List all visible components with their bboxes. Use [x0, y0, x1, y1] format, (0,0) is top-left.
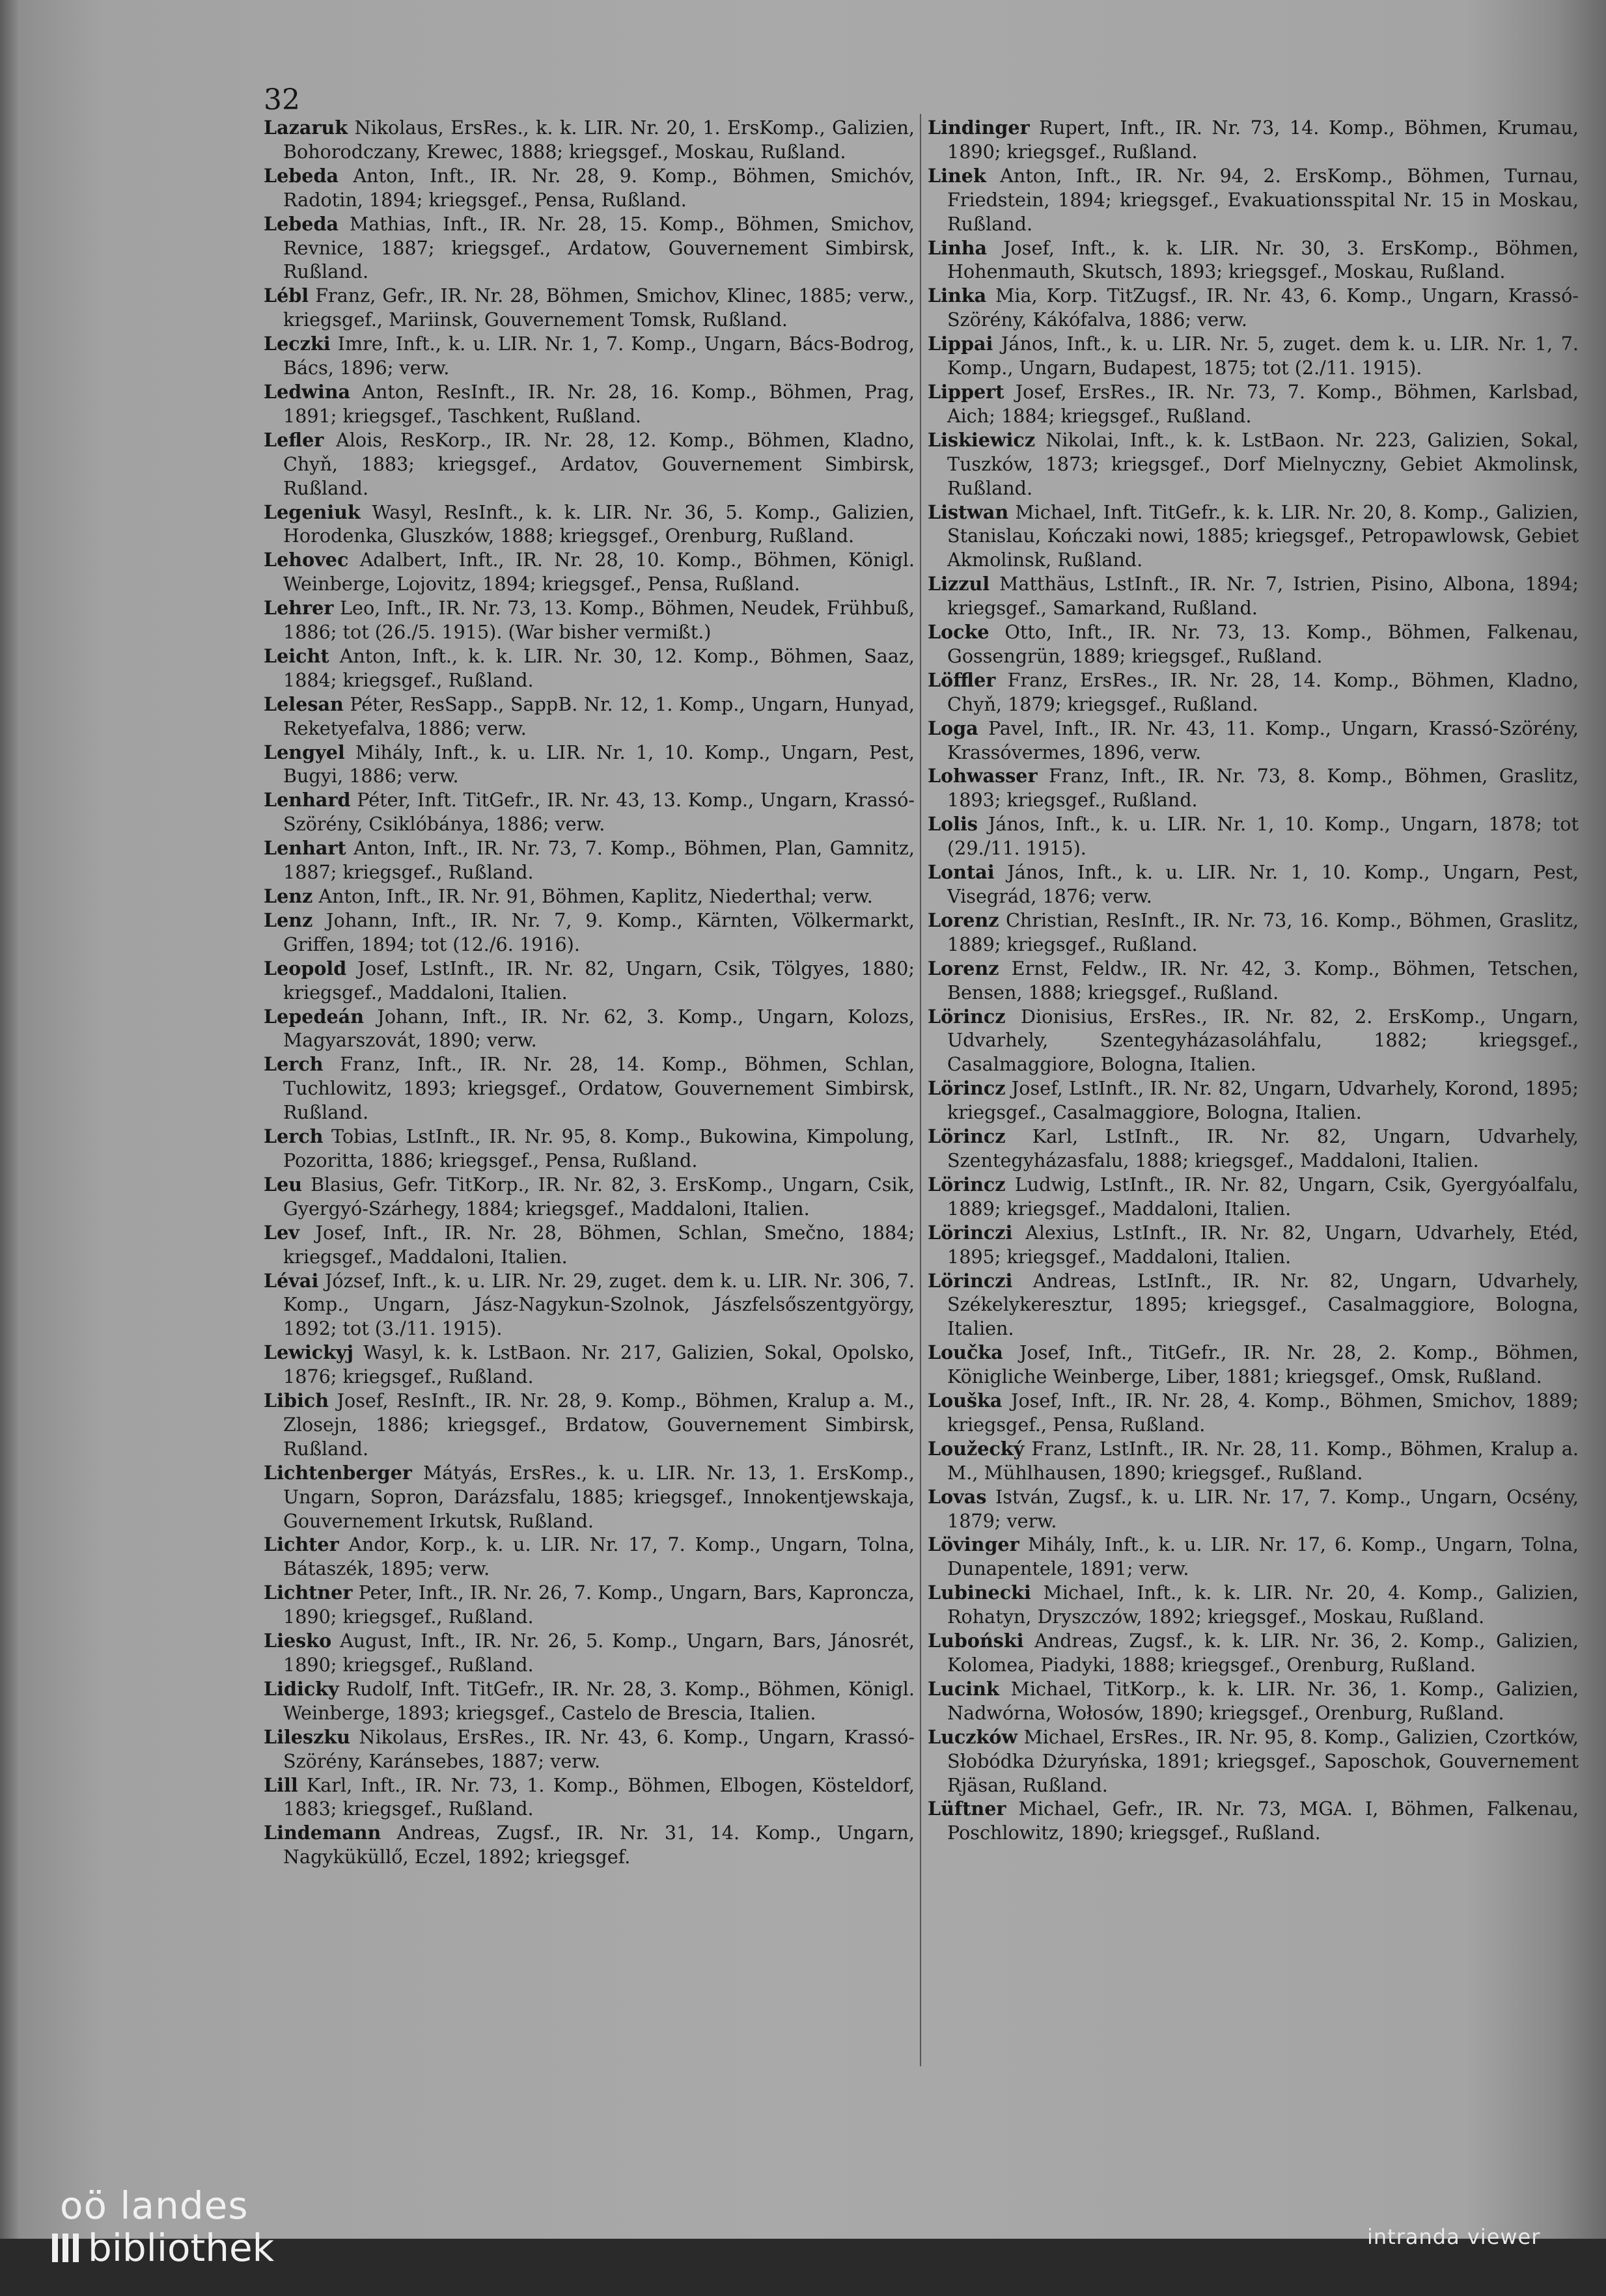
list-entry: [928, 1269, 1579, 1341]
list-entry: [928, 764, 1579, 812]
entry-surname: Lebeda: [264, 212, 339, 235]
entry-details: János, Inft., k. u. LIR. Nr. 1, 10. Komp., Ungarn, 1878; tot (29./11. 1915).: [947, 813, 1579, 860]
entry-details: Josef, ResInft., IR. Nr. 28, 9. Komp., Böhmen, Kralup a. M., Zlosejn, 1886; kriegsgef., Brdatow, Gouvernement Simbirsk, Rußland.: [283, 1389, 915, 1460]
entry-surname: Lörincz: [928, 1077, 1006, 1100]
entry-details: Mia, Korp. TitZugsf., IR. Nr. 43, 6. Komp., Ungarn, Krassó-Szörény, Kákófalva, 1886; verw.: [947, 284, 1579, 331]
entry-details: Michael, TitKorp., k. k. LIR. Nr. 36, 1. Komp., Galizien, Nadwórna, Wołosów, 1890; kriegsgef., Orenburg, Rußland.: [947, 1677, 1579, 1724]
list-entry: [928, 957, 1579, 1005]
entry-details: Josef, Inft., TitGefr., IR. Nr. 28, 2. Komp., Böhmen, Königliche Weinberge, Liber, 1881; kriegsgef., Omsk, Rußland.: [947, 1341, 1579, 1388]
list-entry: [264, 1173, 915, 1221]
entry-details: Wasyl, k. k. LstBaon. Nr. 217, Galizien, Sokal, Opolsko, 1876; kriegsgef., Rußland.: [283, 1341, 915, 1388]
list-entry: [928, 380, 1579, 428]
entry-surname: Lizzul: [928, 573, 990, 595]
entry-surname: Lippai: [928, 333, 993, 355]
entry-surname: Lucink: [928, 1677, 999, 1700]
list-entry: [264, 548, 915, 596]
entry-details: Josef, Inft., IR. Nr. 28, Böhmen, Schlan, Smečno, 1884; kriegsgef., Maddaloni, Italien.: [283, 1221, 915, 1268]
list-entry: [928, 1581, 1579, 1629]
entry-surname: Leu: [264, 1173, 303, 1196]
list-entry: [264, 1677, 915, 1725]
entry-details: Ludwig, LstInft., IR. Nr. 82, Ungarn, Csik, Gyergyóalfalu, 1889; kriegsgef., Maddaloni, Italien.: [947, 1173, 1579, 1220]
entry-surname: Lehovec: [264, 549, 349, 571]
entry-details: August, Inft., IR. Nr. 26, 5. Komp., Ungarn, Bars, Jánosrét, 1890; kriegsgef., Rußland.: [283, 1630, 915, 1676]
entry-details: Blasius, Gefr. TitKorp., IR. Nr. 82, 3. ErsKomp., Ungarn, Csik, Gyergyó-Szárhegy, 1884; kriegsgef., Maddaloni, Italien.: [283, 1173, 915, 1220]
entry-surname: Lippert: [928, 380, 1004, 403]
list-entry: [264, 1725, 915, 1773]
entry-surname: Lüftner: [928, 1797, 1006, 1820]
entry-surname: Lichter: [264, 1533, 339, 1556]
entry-details: Leo, Inft., IR. Nr. 73, 13. Komp., Böhmen, Neudek, Frühbuß, 1886; tot (26./5. 1915). (War bisher vermißt.): [283, 597, 915, 644]
list-entry: [928, 1341, 1579, 1389]
list-entry: [264, 741, 915, 789]
entry-surname: Lörinczi: [928, 1269, 1013, 1292]
entry-surname: Ledwina: [264, 380, 351, 403]
entry-details: Karl, Inft., IR. Nr. 73, 1. Komp., Böhmen, Elbogen, Kösteldorf, 1883; kriegsgef., Rußland.: [283, 1773, 915, 1820]
list-entry: [264, 596, 915, 644]
entry-surname: Leicht: [264, 644, 329, 667]
entry-details: Adalbert, Inft., IR. Nr. 28, 10. Komp., Böhmen, Königl. Weinberge, Lojovitz, 1894; kriegsgef., Pensa, Rußland.: [283, 549, 915, 595]
entry-details: Alois, ResKorp., IR. Nr. 28, 12. Komp., Böhmen, Kladno, Chyň, 1883; kriegsgef., Ardatov, Gouvernement Simbirsk, Rußland.: [283, 428, 915, 499]
entry-details: Josef, LstInft., IR. Nr. 82, Ungarn, Udvarhely, Korond, 1895; kriegsgef., Casalmaggiore, Bologna, Italien.: [947, 1077, 1579, 1124]
entry-surname: Loga: [928, 717, 978, 739]
logo-text-line2: bibliothek: [88, 2226, 275, 2270]
list-entry: [928, 1725, 1579, 1797]
entry-surname: Lazaruk: [264, 116, 348, 139]
entry-surname: Lelesan: [264, 692, 344, 715]
entry-surname: Lörincz: [928, 1005, 1006, 1028]
list-entry: [264, 380, 915, 428]
entry-details: Mihály, Inft., k. u. LIR. Nr. 1, 10. Komp., Ungarn, Pest, Bugyi, 1886; verw.: [283, 741, 915, 787]
entry-details: Josef, ErsRes., IR. Nr. 73, 7. Komp., Böhmen, Karlsbad, Aich; 1884; kriegsgef., Rußland.: [947, 380, 1579, 427]
entry-details: Nikolai, Inft., k. k. LstBaon. Nr. 223, Galizien, Sokal, Tuszków, 1873; kriegsgef., Dorf Mielnyczny, Gebiet Akmolinsk, Rußland.: [947, 428, 1579, 499]
entry-surname: Lenhart: [264, 837, 346, 860]
list-entry: [264, 1005, 915, 1053]
list-entry: [928, 1076, 1579, 1125]
entry-surname: Lévai: [264, 1269, 319, 1292]
entry-details: Rupert, Inft., IR. Nr. 73, 14. Komp., Böhmen, Krumau, 1890; kriegsgef., Rußland.: [947, 116, 1579, 163]
entry-surname: Lörinczi: [928, 1221, 1013, 1244]
entry-surname: Listwan: [928, 500, 1009, 523]
entry-details: Andreas, Zugsf., IR. Nr. 31, 14. Komp., Ungarn, Nagyküküllő, Eczel, 1892; kriegsgef.: [283, 1822, 915, 1868]
entry-details: Josef, LstInft., IR. Nr. 82, Ungarn, Csik, Tölgyes, 1880; kriegsgef., Maddaloni, Italien.: [283, 957, 915, 1004]
right-column: [928, 116, 1579, 1845]
entry-surname: Luczków: [928, 1725, 1018, 1748]
list-entry: [264, 284, 915, 332]
entry-surname: Lenz: [264, 909, 313, 931]
list-entry: [264, 692, 915, 741]
entry-surname: Lovas: [928, 1485, 987, 1508]
entry-surname: Lébl: [264, 284, 309, 307]
list-entry: [264, 332, 915, 380]
entry-details: Franz, LstInft., IR. Nr. 28, 11. Komp., Böhmen, Kralup a. M., Mühlhausen, 1890; kriegsgef., Rußland.: [947, 1437, 1579, 1484]
list-entry: [928, 1797, 1579, 1845]
list-entry: [928, 1389, 1579, 1437]
entry-details: Franz, Inft., IR. Nr. 73, 8. Komp., Böhmen, Graslitz, 1893; kriegsgef., Rußland.: [947, 765, 1579, 812]
entry-details: Andreas, LstInft., IR. Nr. 82, Ungarn, Udvarhely, Székelykeresztur, 1895; kriegsgef., Casalmaggiore, Bologna, Italien.: [947, 1269, 1579, 1340]
list-entry: [264, 1052, 915, 1125]
entry-surname: Lindemann: [264, 1822, 381, 1844]
logo-text-line1: oö landes: [60, 2183, 249, 2228]
entry-details: Michael, ErsRes., IR. Nr. 95, 8. Komp., Galizien, Czortków, Słobódka Dżuryńska, 1891; kriegsgef., Saposchok, Gouvernement Rjäsan, Rußland.: [947, 1725, 1579, 1796]
entry-details: Franz, Gefr., IR. Nr. 28, Böhmen, Smichov, Klinec, 1885; verw., kriegsgef., Mariinsk, Gouvernement Tomsk, Rußland.: [283, 284, 915, 331]
entry-details: Imre, Inft., k. u. LIR. Nr. 1, 7. Komp., Ungarn, Bács-Bodrog, Bács, 1896; verw.: [283, 333, 915, 379]
list-entry: [928, 717, 1579, 765]
list-entry: [264, 1341, 915, 1389]
entry-surname: Louška: [928, 1389, 1003, 1412]
list-entry: [928, 668, 1579, 717]
entry-details: Christian, ResInft., IR. Nr. 73, 16. Komp., Böhmen, Graslitz, 1889; kriegsgef., Rußland.: [947, 909, 1579, 955]
list-entry: [264, 1461, 915, 1533]
entry-surname: Lewickyj: [264, 1341, 353, 1364]
list-entry: [928, 500, 1579, 573]
list-entry: [264, 1773, 915, 1822]
list-entry: [928, 812, 1579, 860]
entry-surname: Lörincz: [928, 1173, 1006, 1196]
entry-surname: Lefler: [264, 428, 324, 451]
list-entry: [928, 1173, 1579, 1221]
entry-details: Nikolaus, ErsRes., k. k. LIR. Nr. 20, 1. ErsKomp., Galizien, Bohorodczany, Krewec, 1888; kriegsgef., Moskau, Rußland.: [283, 116, 915, 163]
entry-surname: Luboński: [928, 1630, 1024, 1652]
entry-details: Anton, Inft., k. k. LIR. Nr. 30, 12. Komp., Böhmen, Saaz, 1884; kriegsgef., Rußland.: [283, 644, 915, 691]
list-entry: [928, 116, 1579, 164]
entry-surname: Lichtenberger: [264, 1461, 412, 1484]
list-entry: [928, 1533, 1579, 1581]
entry-surname: Lolis: [928, 813, 978, 836]
entry-details: Andreas, Zugsf., k. k. LIR. Nr. 36, 2. Komp., Galizien, Kolomea, Piadyki, 1888; kriegsgef., Orenburg, Rußland.: [947, 1630, 1579, 1676]
entry-details: Franz, Inft., IR. Nr. 28, 14. Komp., Böhmen, Schlan, Tuchlowitz, 1893; kriegsgef., Ordatow, Gouvernement Simbirsk, Rußland.: [283, 1053, 915, 1124]
viewer-credit: intranda viewer: [1367, 2224, 1541, 2249]
entry-surname: Lörincz: [928, 1125, 1006, 1148]
entry-details: Rudolf, Inft. TitGefr., IR. Nr. 28, 3. Komp., Böhmen, Königl. Weinberge, 1893; kriegsgef., Castelo de Brescia, Italien.: [283, 1677, 915, 1724]
entry-details: Mihály, Inft., k. u. LIR. Nr. 17, 6. Komp., Ungarn, Tolna, Dunapentele, 1891; verw.: [947, 1533, 1579, 1580]
entry-surname: Lidicky: [264, 1677, 339, 1700]
entry-details: Alexius, LstInft., IR. Nr. 82, Ungarn, Udvarhely, Etéd, 1895; kriegsgef., Maddaloni, Italien.: [947, 1221, 1579, 1268]
list-entry: [264, 1821, 915, 1869]
entry-surname: Lerch: [264, 1125, 324, 1148]
entry-details: Ernst, Feldw., IR. Nr. 42, 3. Komp., Böhmen, Tetschen, Bensen, 1888; kriegsgef., Rußland.: [947, 957, 1579, 1004]
entry-surname: Lehrer: [264, 597, 334, 620]
entry-details: Mathias, Inft., IR. Nr. 28, 15. Komp., Böhmen, Smichov, Revnice, 1887; kriegsgef., Ardatow, Gouvernement Simbirsk, Rußland.: [283, 212, 915, 283]
entry-surname: Leczki: [264, 333, 331, 355]
entry-details: Peter, Inft., IR. Nr. 26, 7. Komp., Ungarn, Bars, Kaproncza, 1890; kriegsgef., Rußland.: [283, 1581, 915, 1628]
entry-details: Péter, ResSapp., SappB. Nr. 12, 1. Komp., Ungarn, Hunyad, Reketyefalva, 1886; verw.: [283, 692, 915, 739]
list-entry: [928, 236, 1579, 284]
list-entry: [264, 1221, 915, 1269]
list-entry: [264, 428, 915, 500]
entry-details: János, Inft., k. u. LIR. Nr. 5, zuget. dem k. u. LIR. Nr. 1, 7. Komp., Ungarn, Budapest, 1875; tot (2./11. 1915).: [947, 333, 1579, 379]
entry-details: Franz, ErsRes., IR. Nr. 28, 14. Komp., Böhmen, Kladno, Chyň, 1879; kriegsgef., Rußland.: [947, 668, 1579, 715]
entry-details: Anton, ResInft., IR. Nr. 28, 16. Komp., Böhmen, Prag, 1891; kriegsgef., Taschkent, Rußland.: [283, 380, 915, 427]
entry-details: Johann, Inft., IR. Nr. 62, 3. Komp., Ungarn, Kolozs, Magyarszovát, 1890; verw.: [283, 1005, 915, 1052]
entry-details: István, Zugsf., k. u. LIR. Nr. 17, 7. Komp., Ungarn, Ocsény, 1879; verw.: [947, 1485, 1579, 1532]
entry-surname: Linek: [928, 164, 986, 187]
list-entry: [928, 1437, 1579, 1485]
list-entry: [928, 164, 1579, 236]
entry-surname: Lengyel: [264, 741, 345, 763]
entry-surname: Liskiewicz: [928, 428, 1036, 451]
list-entry: [264, 212, 915, 284]
list-entry: [928, 284, 1579, 332]
entry-surname: Libich: [264, 1389, 329, 1412]
list-entry: [264, 1581, 915, 1629]
entry-details: Matthäus, LstInft., IR. Nr. 7, Istrien, Pisino, Albona, 1894; kriegsgef., Samarkand, Rußland.: [947, 573, 1579, 620]
entry-surname: Leopold: [264, 957, 347, 979]
entry-surname: Löffler: [928, 668, 996, 691]
entry-surname: Loužecký: [928, 1437, 1025, 1460]
list-entry: [928, 1677, 1579, 1725]
entry-details: Tobias, LstInft., IR. Nr. 95, 8. Komp., Bukowina, Kimpolung, Pozoritta, 1886; kriegsgef., Pensa, Rußland.: [283, 1125, 915, 1171]
entry-details: Josef, Inft., IR. Nr. 28, 4. Komp., Böhmen, Smichov, 1889; kriegsgef., Pensa, Rußland.: [947, 1389, 1579, 1436]
entry-surname: Lepedeán: [264, 1005, 364, 1028]
entry-surname: Lorenz: [928, 909, 999, 931]
list-entry: [264, 1629, 915, 1677]
entry-surname: Lohwasser: [928, 765, 1038, 787]
entry-surname: Lill: [264, 1773, 298, 1796]
entry-surname: Lenhard: [264, 789, 351, 812]
entry-details: József, Inft., k. u. LIR. Nr. 29, zuget. dem k. u. LIR. Nr. 306, 7. Komp., Ungarn, Jász-Nagykun-Szolnok, Jászfelsőszentgyörgy, 1892; tot (3./11. 1915).: [283, 1269, 915, 1340]
entry-surname: Legeniuk: [264, 500, 361, 523]
entry-details: Anton, Inft., IR. Nr. 73, 7. Komp., Böhmen, Plan, Gamnitz, 1887; kriegsgef., Rußland.: [283, 837, 915, 884]
entry-details: Otto, Inft., IR. Nr. 73, 13. Komp., Böhmen, Falkenau, Gossengrün, 1889; kriegsgef., Rußland.: [947, 621, 1579, 667]
logo-bars-icon: [52, 2234, 79, 2262]
list-entry: [928, 1125, 1579, 1173]
list-entry: [928, 1485, 1579, 1533]
list-entry: [264, 788, 915, 836]
entry-details: Anton, Inft., IR. Nr. 28, 9. Komp., Böhmen, Smichóv, Radotin, 1894; kriegsgef., Pensa, Rußland.: [283, 164, 915, 211]
page-number: 32: [264, 83, 300, 116]
list-entry: [928, 909, 1579, 957]
entry-details: Dionisius, ErsRes., IR. Nr. 82, 2. ErsKomp., Ungarn, Udvarhely, Szentegyházasoláhfalu, 1882; kriegsgef., Casalmaggiore, Bologna, Italien.: [947, 1005, 1579, 1076]
entry-surname: Linka: [928, 284, 987, 307]
list-entry: [928, 1221, 1579, 1269]
left-column: [264, 116, 915, 1869]
list-entry: [928, 428, 1579, 500]
entry-details: Mátyás, ErsRes., k. u. LIR. Nr. 13, 1. ErsKomp., Ungarn, Sopron, Darázsfalu, 1885; kriegsgef., Innokentjewskaja, Gouvernement Irkutsk, Rußland.: [283, 1461, 915, 1532]
list-entry: [928, 572, 1579, 620]
list-entry: [264, 1125, 915, 1173]
entry-surname: Lerch: [264, 1053, 324, 1076]
list-entry: [928, 1005, 1579, 1077]
entry-details: Péter, Inft. TitGefr., IR. Nr. 43, 13. Komp., Ungarn, Krassó-Szörény, Csiklóbánya, 1886; verw.: [283, 789, 915, 836]
list-entry: [264, 1269, 915, 1341]
entry-details: Johann, Inft., IR. Nr. 7, 9. Komp., Kärnten, Völkermarkt, Griffen, 1894; tot (12./6. 1916).: [283, 909, 915, 955]
list-entry: [264, 1389, 915, 1461]
entry-surname: Liesko: [264, 1630, 332, 1652]
entry-surname: Lorenz: [928, 957, 999, 979]
entry-surname: Lubinecki: [928, 1581, 1031, 1604]
entry-details: Andor, Korp., k. u. LIR. Nr. 17, 7. Komp., Ungarn, Tolna, Bátaszék, 1895; verw.: [283, 1533, 915, 1580]
entry-surname: Lev: [264, 1221, 299, 1244]
entry-surname: Lebeda: [264, 164, 339, 187]
list-entry: [264, 836, 915, 884]
entry-details: Josef, Inft., k. k. LIR. Nr. 30, 3. ErsKomp., Böhmen, Hohenmauth, Skutsch, 1893; kriegsgef., Moskau, Rußland.: [947, 236, 1579, 283]
list-entry: [264, 909, 915, 957]
list-entry: [264, 1533, 915, 1581]
column-divider: [920, 114, 921, 2066]
entry-surname: Loučka: [928, 1341, 1003, 1364]
list-entry: [264, 644, 915, 692]
entry-surname: Lontai: [928, 861, 995, 884]
entry-surname: Lövinger: [928, 1533, 1019, 1556]
list-entry: [928, 860, 1579, 909]
entry-details: Anton, Inft., IR. Nr. 94, 2. ErsKomp., Böhmen, Turnau, Friedstein, 1894; kriegsgef., Evakuationsspital Nr. 15 in Moskau, Rußland.: [947, 164, 1579, 235]
list-entry: [264, 500, 915, 549]
list-entry: [264, 957, 915, 1005]
list-entry: [928, 1629, 1579, 1677]
list-entry: [264, 164, 915, 212]
list-entry: [928, 620, 1579, 668]
entry-details: Nikolaus, ErsRes., IR. Nr. 43, 6. Komp., Ungarn, Krassó-Szörény, Karánsebes, 1887; verw.: [283, 1725, 915, 1772]
list-entry: [928, 332, 1579, 380]
entry-details: Michael, Inft. TitGefr., k. k. LIR. Nr. 20, 8. Komp., Galizien, Stanislau, Kończaki nowi, 1885; kriegsgef., Petropawlowsk, Gebiet Akmolinsk, Rußland.: [947, 500, 1579, 571]
list-entry: [264, 884, 915, 909]
entry-details: Michael, Inft., k. k. LIR. Nr. 20, 4. Komp., Galizien, Rohatyn, Dryszczów, 1892; kriegsgef., Moskau, Rußland.: [947, 1581, 1579, 1628]
entry-surname: Lenz: [264, 885, 313, 907]
list-entry: [264, 116, 915, 164]
entry-surname: Lichtner: [264, 1581, 353, 1604]
entry-surname: Lileszku: [264, 1725, 350, 1748]
entry-details: János, Inft., k. u. LIR. Nr. 1, 10. Komp., Ungarn, Pest, Visegrád, 1876; verw.: [947, 861, 1579, 907]
library-logo[interactable]: [52, 2183, 274, 2268]
entry-surname: Lindinger: [928, 116, 1030, 139]
entry-details: Pavel, Inft., IR. Nr. 43, 11. Komp., Ungarn, Krassó-Szörény, Krassóvermes, 1896, verw.: [947, 717, 1579, 763]
entry-details: Karl, LstInft., IR. Nr. 82, Ungarn, Udvarhely, Szentegyházasfalu, 1888; kriegsgef., Maddaloni, Italien.: [947, 1125, 1579, 1171]
entry-details: Wasyl, ResInft., k. k. LIR. Nr. 36, 5. Komp., Galizien, Horodenka, Gluszków, 1888; kriegsgef., Orenburg, Rußland.: [283, 500, 915, 547]
entry-surname: Linha: [928, 236, 988, 259]
entry-surname: Locke: [928, 621, 990, 644]
entry-details: Anton, Inft., IR. Nr. 91, Böhmen, Kaplitz, Niederthal; verw.: [312, 885, 873, 907]
entry-details: Michael, Gefr., IR. Nr. 73, MGA. I, Böhmen, Falkenau, Poschlowitz, 1890; kriegsgef., Rußland.: [947, 1797, 1579, 1844]
